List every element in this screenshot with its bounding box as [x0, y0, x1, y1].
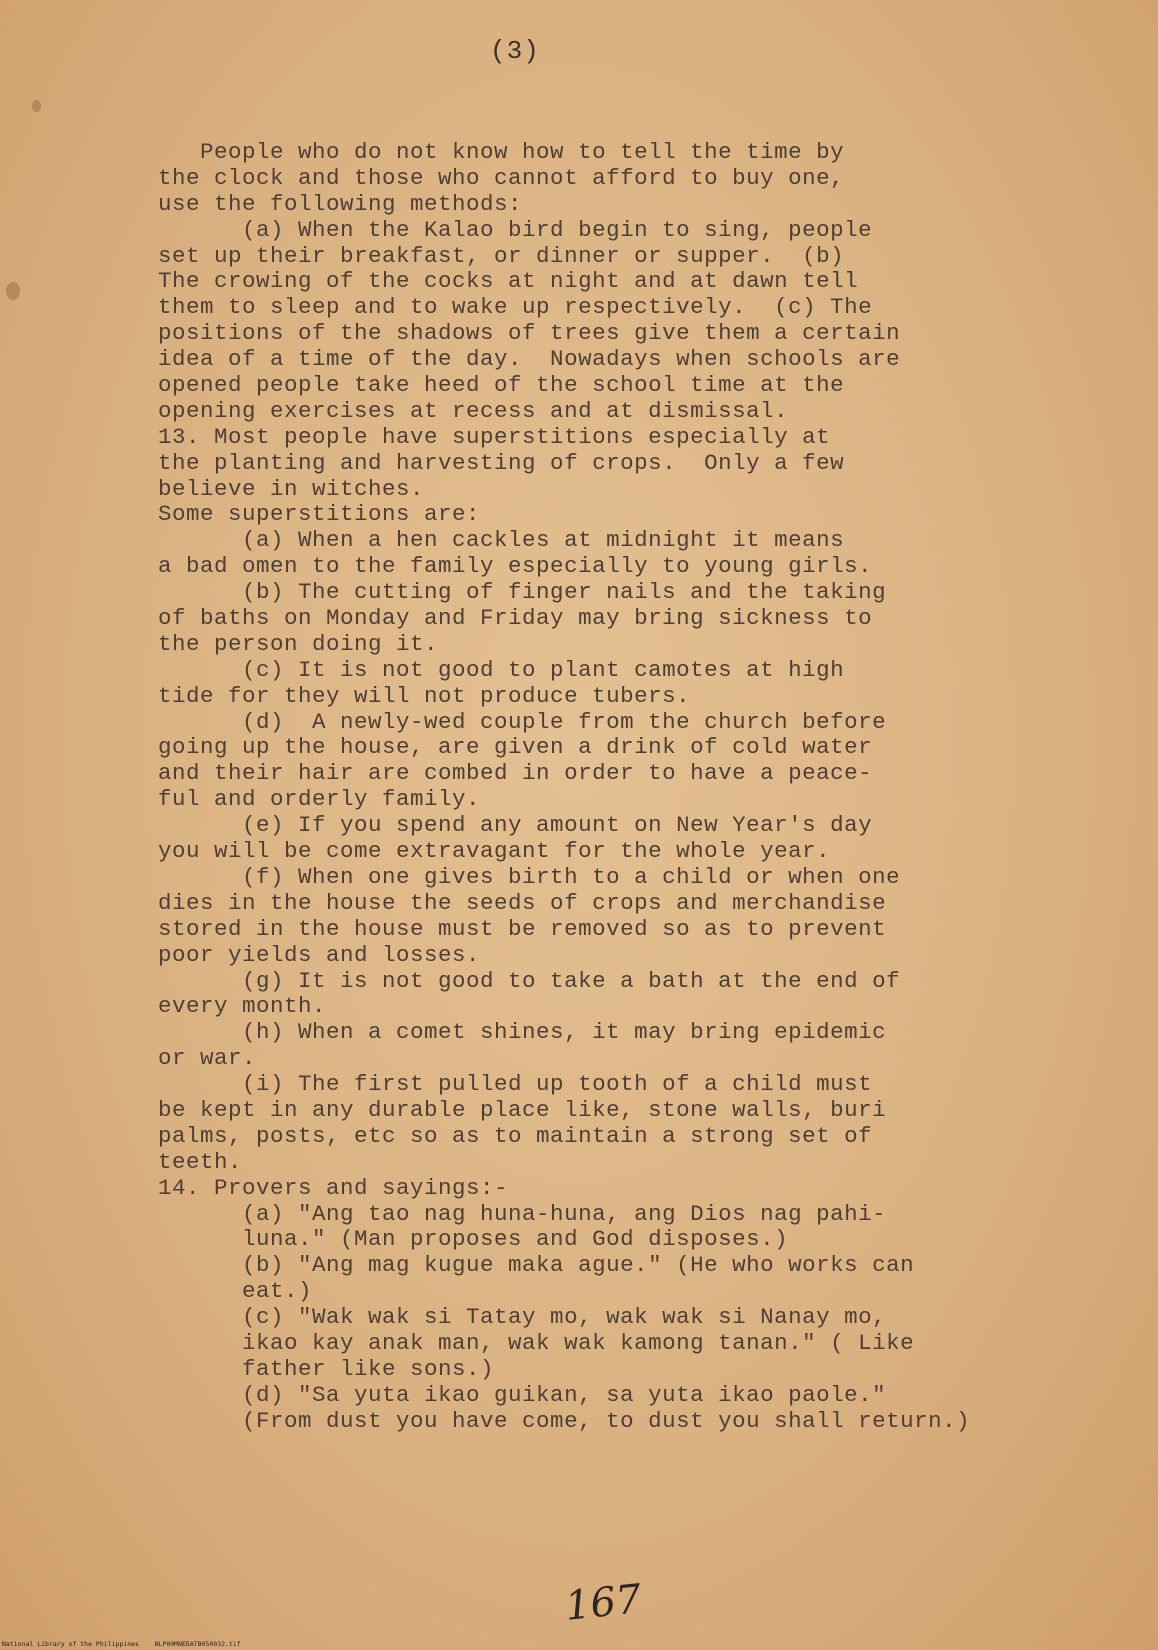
- typed-page-body: [158, 140, 1138, 1435]
- text-line: opening exercises at recess and at dismissal.: [158, 397, 789, 424]
- text-line: ikao kay anak man, wak wak kamong tanan." ( Like: [158, 1329, 915, 1356]
- text-line: believe in witches.: [158, 475, 425, 502]
- text-line: of baths on Monday and Friday may bring sickness to: [158, 605, 873, 632]
- text-line: positions of the shadows of trees give them a certain: [158, 320, 901, 347]
- text-line: ful and orderly family.: [158, 786, 481, 813]
- paper-stain: [32, 100, 41, 112]
- text-line: every month.: [158, 993, 327, 1020]
- text-line: (e) If you spend any amount on New Year's day: [158, 812, 873, 839]
- text-line: luna." (Man proposes and God disposes.): [158, 1226, 789, 1253]
- text-line: (i) The first pulled up tooth of a child must: [158, 1071, 873, 1098]
- text-line: teeth.: [158, 1148, 243, 1175]
- text-line: People who do not know how to tell the time by: [158, 139, 845, 165]
- text-line: set up their breakfast, or dinner or supper. (b): [158, 242, 845, 269]
- text-line: you will be come extravagant for the whole year.: [158, 838, 831, 865]
- text-line: (From dust you have come, to dust you shall return.): [158, 1407, 971, 1434]
- text-line: (d) "Sa yuta ikao guikan, sa yuta ikao paole.": [158, 1381, 887, 1408]
- text-line: be kept in any durable place like, stone walls, buri: [158, 1096, 887, 1123]
- text-line: (b) The cutting of finger nails and the taking: [158, 579, 887, 606]
- text-line: dies in the house the seeds of crops and merchandise: [158, 889, 887, 916]
- page-number: (3): [490, 36, 540, 66]
- text-line: going up the house, are given a drink of cold water: [158, 734, 873, 761]
- text-line: the clock and those who cannot afford to buy one,: [158, 164, 845, 191]
- text-line: (c) It is not good to plant camotes at high: [158, 656, 845, 683]
- text-line: the person doing it.: [158, 630, 439, 657]
- paper-stain: [6, 282, 20, 300]
- text-line: eat.): [158, 1278, 313, 1305]
- text-line: and their hair are combed in order to have a peace-: [158, 760, 873, 787]
- text-line: (a) When the Kalao bird begin to sing, people: [158, 216, 873, 243]
- text-line: them to sleep and to wake up respectively. (c) The: [158, 294, 873, 321]
- text-line: (b) "Ang mag kugue maka ague." (He who works can: [158, 1252, 915, 1279]
- text-line: (h) When a comet shines, it may bring epidemic: [158, 1019, 887, 1046]
- text-line: or war.: [158, 1045, 257, 1072]
- text-line: opened people take heed of the school time at the: [158, 372, 845, 399]
- text-line: father like sons.): [158, 1355, 495, 1382]
- text-line: a bad omen to the family especially to young girls.: [158, 553, 873, 580]
- text-line: 14. Provers and sayings:-: [158, 1174, 509, 1201]
- text-line: (c) "Wak wak si Tatay mo, wak wak si Nanay mo,: [158, 1304, 887, 1331]
- text-line: (f) When one gives birth to a child or when one: [158, 863, 901, 890]
- text-line: (g) It is not good to take a bath at the end of: [158, 967, 901, 994]
- text-line: idea of a time of the day. Nowadays when schools are: [158, 346, 901, 373]
- archive-footer-caption: National Library of the Philippines NLP00MNEDATB050032.tif: [2, 1640, 241, 1648]
- text-line: (a) When a hen cackles at midnight it means: [158, 527, 845, 554]
- text-line: Some superstitions are:: [158, 501, 481, 528]
- text-line: The crowing of the cocks at night and at dawn tell: [158, 268, 859, 295]
- handwritten-folio-number: 167: [562, 1576, 644, 1630]
- text-line: use the following methods:: [158, 190, 523, 217]
- text-line: (a) "Ang tao nag huna-huna, ang Dios nag pahi-: [158, 1200, 887, 1227]
- text-line: (d) A newly-wed couple from the church before: [158, 708, 887, 735]
- text-line: 13. Most people have superstitions especially at: [158, 423, 831, 450]
- text-line: tide for they will not produce tubers.: [158, 682, 691, 709]
- text-line: stored in the house must be removed so as to prevent: [158, 915, 887, 942]
- text-line: palms, posts, etc so as to maintain a strong set of: [158, 1122, 873, 1149]
- text-line: poor yields and losses.: [158, 941, 481, 968]
- text-line: the planting and harvesting of crops. Only a few: [158, 449, 845, 476]
